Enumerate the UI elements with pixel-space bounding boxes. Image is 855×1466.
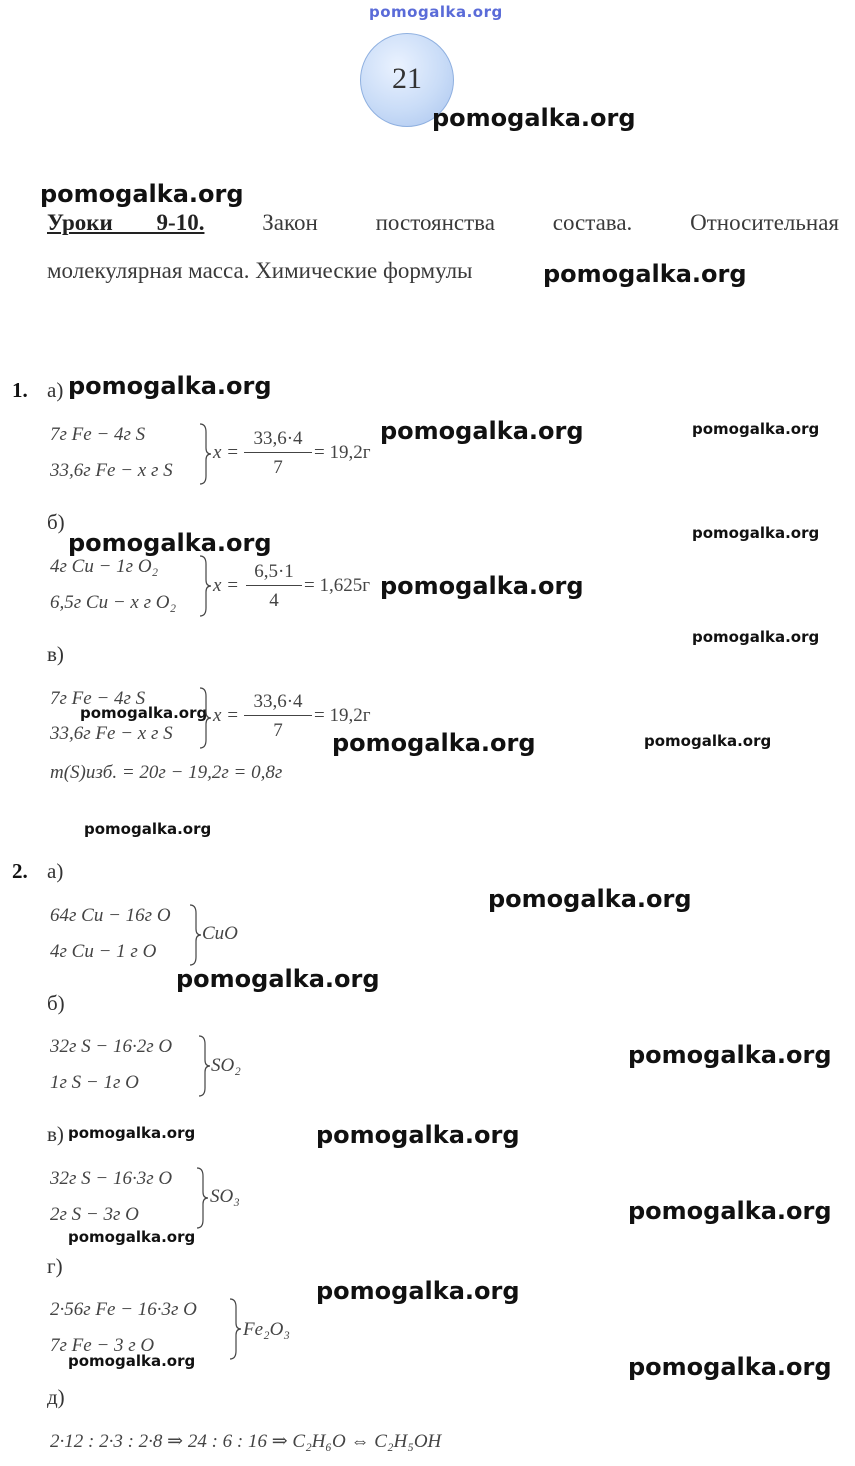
watermark: pomogalka.org <box>40 180 244 208</box>
proportion-line: 64г Cu − 16г O <box>50 905 171 926</box>
subtask-label: а) <box>47 378 64 402</box>
right-brace <box>198 686 212 750</box>
chemical-formula: SO₃ <box>210 1186 240 1207</box>
proportion-line: 33,6г Fe − x г S <box>50 460 173 481</box>
right-brace <box>195 1166 209 1230</box>
equation-result: = 19,2г <box>314 705 371 726</box>
lesson-heading-line2: молекулярная масса. Химические формулы <box>47 258 473 283</box>
watermark: pomogalka.org <box>543 260 747 288</box>
watermark: pomogalka.org <box>432 104 636 132</box>
heading-word: состава. <box>552 210 633 235</box>
proportion-line: 7г Fe − 4г S <box>50 688 146 709</box>
denominator: 7 <box>273 457 283 478</box>
proportion-line: 32г S − 16·3г O <box>50 1168 173 1189</box>
heading-word: Относительная <box>690 210 839 235</box>
right-brace <box>197 1034 211 1098</box>
watermark: pomogalka.org <box>80 704 208 722</box>
right-brace <box>188 903 202 967</box>
proportion-line: 2г S − 3г O <box>50 1204 139 1225</box>
watermark: pomogalka.org <box>68 1228 196 1246</box>
task-number: 1. <box>12 378 28 402</box>
page-number: 21 <box>392 62 422 95</box>
equation-lhs: x = <box>213 705 240 726</box>
denominator: 4 <box>269 590 279 611</box>
subtask-label: а) <box>47 859 64 883</box>
right-brace <box>198 554 212 618</box>
watermark: pomogalka.org <box>628 1197 832 1225</box>
ratio-equation: 2·12 : 2·3 : 2·8 ⇒ 24 : 6 : 16 ⇒ C₂H₆O ⇔ C₂H₅OH <box>50 1431 442 1452</box>
proportion-line: 6,5г Cu − x г O₂ <box>50 592 177 613</box>
fraction <box>246 561 302 612</box>
proportion-line: 2·56г Fe − 16·3г O <box>50 1299 197 1320</box>
subtask-label: в) <box>47 642 64 666</box>
right-brace <box>228 1297 242 1361</box>
watermark: pomogalka.org <box>628 1353 832 1381</box>
watermark: pomogalka.org <box>488 885 692 913</box>
numerator: 33,6·4 <box>244 691 312 716</box>
watermark: pomogalka.org <box>68 529 272 557</box>
equation-lhs: x = <box>213 442 240 463</box>
watermark: pomogalka.org <box>692 524 820 542</box>
watermark: pomogalka.org <box>316 1277 520 1305</box>
watermark: pomogalka.org <box>380 572 584 600</box>
watermark-top: pomogalka.org <box>369 3 503 21</box>
lesson-title: Уроки 9-10. <box>47 210 205 235</box>
task-number: 2. <box>12 859 28 883</box>
denominator: 7 <box>273 720 283 741</box>
equation-result: = 19,2г <box>314 442 371 463</box>
watermark: pomogalka.org <box>380 417 584 445</box>
numerator: 33,6·4 <box>244 428 312 453</box>
chemical-formula: Fe₂O₃ <box>243 1319 290 1340</box>
watermark: pomogalka.org <box>692 420 820 438</box>
watermark: pomogalka.org <box>176 965 380 993</box>
proportion-line: 7г Fe − 3 г O <box>50 1335 155 1356</box>
watermark: pomogalka.org <box>68 372 272 400</box>
watermark: pomogalka.org <box>84 820 212 838</box>
numerator: 6,5·1 <box>246 561 302 586</box>
watermark: pomogalka.org <box>68 1352 196 1370</box>
subtask-label: б) <box>47 991 65 1015</box>
chemical-formula: SO₂ <box>211 1055 241 1076</box>
watermark: pomogalka.org <box>692 628 820 646</box>
watermark: pomogalka.org <box>332 729 536 757</box>
watermark: pomogalka.org <box>316 1121 520 1149</box>
excess-sulfur-equation: m(S)изб. = 20г − 19,2г = 0,8г <box>50 762 283 783</box>
heading-word: Закон <box>262 210 318 235</box>
heading-word: постоянства <box>375 210 495 235</box>
watermark: pomogalka.org <box>628 1041 832 1069</box>
chemical-formula: CuO <box>202 923 238 944</box>
watermark: pomogalka.org <box>644 732 772 750</box>
proportion-line: 1г S − 1г O <box>50 1072 139 1093</box>
lesson-heading-line1 <box>47 210 839 244</box>
subtask-label: д) <box>47 1385 65 1409</box>
proportion-line: 4г Cu − 1г O₂ <box>50 556 159 577</box>
proportion-line: 7г Fe − 4г S <box>50 424 146 445</box>
equation-result: = 1,625г <box>304 575 371 596</box>
right-brace <box>198 422 212 486</box>
watermark: pomogalka.org <box>68 1124 196 1142</box>
fraction <box>244 691 312 742</box>
equation-lhs: x = <box>213 575 240 596</box>
fraction <box>244 428 312 479</box>
subtask-label: г) <box>47 1254 63 1278</box>
proportion-line: 32г S − 16·2г O <box>50 1036 173 1057</box>
proportion-line: 33,6г Fe − x г S <box>50 723 173 744</box>
subtask-label: б) <box>47 510 65 534</box>
proportion-line: 4г Cu − 1 г O <box>50 941 157 962</box>
subtask-label: в) <box>47 1122 64 1146</box>
